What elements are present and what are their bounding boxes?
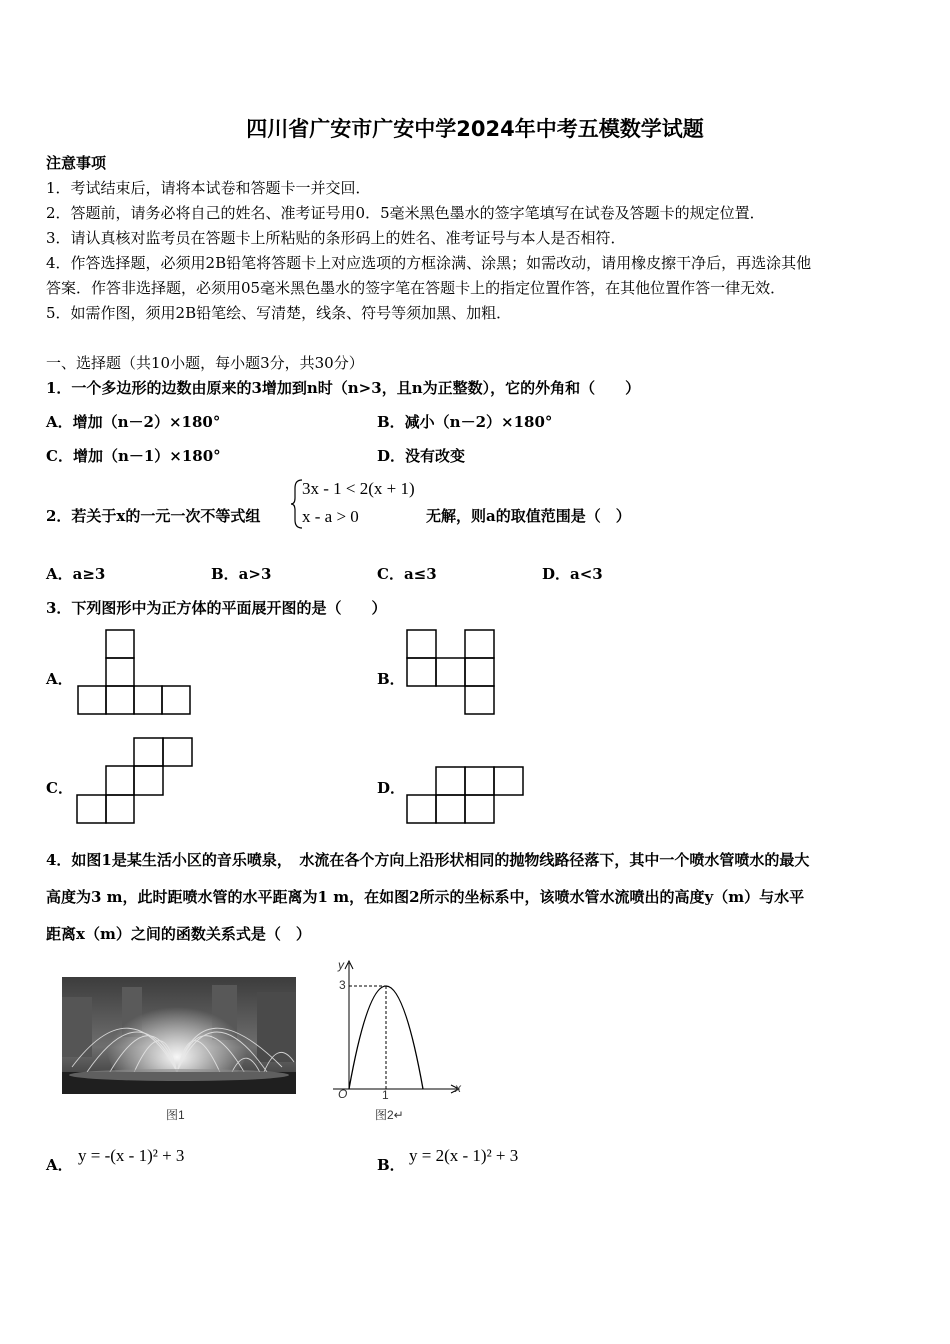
question-1-option-a: A．增加（n－2）×180° bbox=[46, 413, 221, 431]
question-4-option-a-formula: y = -(x - 1)² + 3 bbox=[78, 1146, 185, 1165]
question-2-option-b: B．a>3 bbox=[211, 565, 272, 583]
graph-peak-x-label: 1 bbox=[382, 1088, 389, 1102]
section-heading: 一、选择题（共10小题，每小题3分，共30分） bbox=[46, 354, 364, 372]
graph-origin-label: O bbox=[338, 1087, 348, 1101]
page-title: 四川省广安市广安中学2024年中考五模数学试题 bbox=[246, 117, 704, 141]
question-1-option-d: D．没有改变 bbox=[377, 447, 466, 465]
graph-peak-y-label: 3 bbox=[339, 978, 346, 992]
notice-heading: 注意事项 bbox=[46, 154, 107, 172]
graph-x-label: x bbox=[455, 1081, 461, 1095]
cube-net-a bbox=[76, 629, 194, 717]
question-1-stem: 1．一个多边形的边数由原来的3增加到n时（n>3，且n为正整数），它的外角和（ ） bbox=[46, 379, 641, 397]
figure-1-caption: 图1 bbox=[166, 1108, 185, 1122]
notice-item: 2．答题前，请务必将自己的姓名、准考证号用0．5毫米黑色墨水的签字笔填写在试卷及答题卡的规定位置． bbox=[46, 204, 765, 222]
question-3-stem: 3．下列图形中为正方体的平面展开图的是（ ） bbox=[46, 599, 387, 617]
cube-net-c bbox=[76, 737, 194, 825]
question-2-option-d: D．a<3 bbox=[542, 565, 603, 583]
notice-item: 1．考试结束后，请将本试卷和答题卡一并交回． bbox=[46, 179, 371, 197]
fountain-photo bbox=[62, 977, 296, 1094]
graph-y-label: y bbox=[338, 958, 344, 972]
question-2-stem-post: 无解，则a的取值范围是（ ） bbox=[426, 507, 631, 525]
parabola-graph bbox=[325, 957, 465, 1105]
question-3-option-b: B． bbox=[377, 670, 405, 688]
question-4-option-b-label: B． bbox=[377, 1156, 405, 1174]
notice-item: 5．如需作图，须用2B铅笔绘、写清楚，线条、符号等须加黑、加粗． bbox=[46, 304, 512, 322]
question-3-option-c: C． bbox=[46, 779, 73, 797]
cube-net-d bbox=[406, 766, 526, 826]
inequality-2: x - a > 0 bbox=[302, 507, 359, 526]
question-2-stem-pre: 2．若关于x的一元一次不等式组 bbox=[46, 507, 261, 525]
inequality-1: 3x - 1 < 2(x + 1) bbox=[302, 479, 415, 498]
question-3-option-a: A． bbox=[46, 670, 73, 688]
notice-item: 答案．作答非选择题，必须用05毫米黑色墨水的签字笔在答题卡上的指定位置作答，在其他位置作答一律无效． bbox=[46, 279, 786, 297]
question-3-option-d: D． bbox=[377, 779, 406, 797]
question-1-option-b: B．减小（n－2）×180° bbox=[377, 413, 553, 431]
question-2-option-c: C．a≤3 bbox=[377, 565, 437, 583]
question-1-option-c: C．增加（n－1）×180° bbox=[46, 447, 221, 465]
question-4-option-a-label: A． bbox=[46, 1156, 73, 1174]
cube-net-b bbox=[406, 629, 498, 717]
notice-item: 4．作答选择题，必须用2B铅笔将答题卡上对应选项的方框涂满、涂黑；如需改动，请用橡皮擦干净后，再选涂其他 bbox=[46, 254, 812, 272]
figure-2-caption: 图2↵ bbox=[375, 1108, 404, 1122]
question-4-option-b-formula: y = 2(x - 1)² + 3 bbox=[409, 1146, 519, 1165]
notice-item: 3．请认真核对监考员在答题卡上所粘贴的条形码上的姓名、准考证号与本人是否相符． bbox=[46, 229, 626, 247]
question-4-line2: 高度为3 m，此时距喷水管的水平距离为1 m，在如图2所示的坐标系中，该喷水管水流喷出的高度y（m）与水平 bbox=[46, 888, 805, 906]
question-4-line3: 距离x（m）之间的函数关系式是（ ） bbox=[46, 925, 311, 943]
question-2-option-a: A．a≥3 bbox=[46, 565, 106, 583]
question-4-line1: 4．如图1是某生活小区的音乐喷泉， 水流在各个方向上沿形状相同的抛物线路径落下，其中一个喷水管喷水的最大 bbox=[46, 851, 810, 869]
